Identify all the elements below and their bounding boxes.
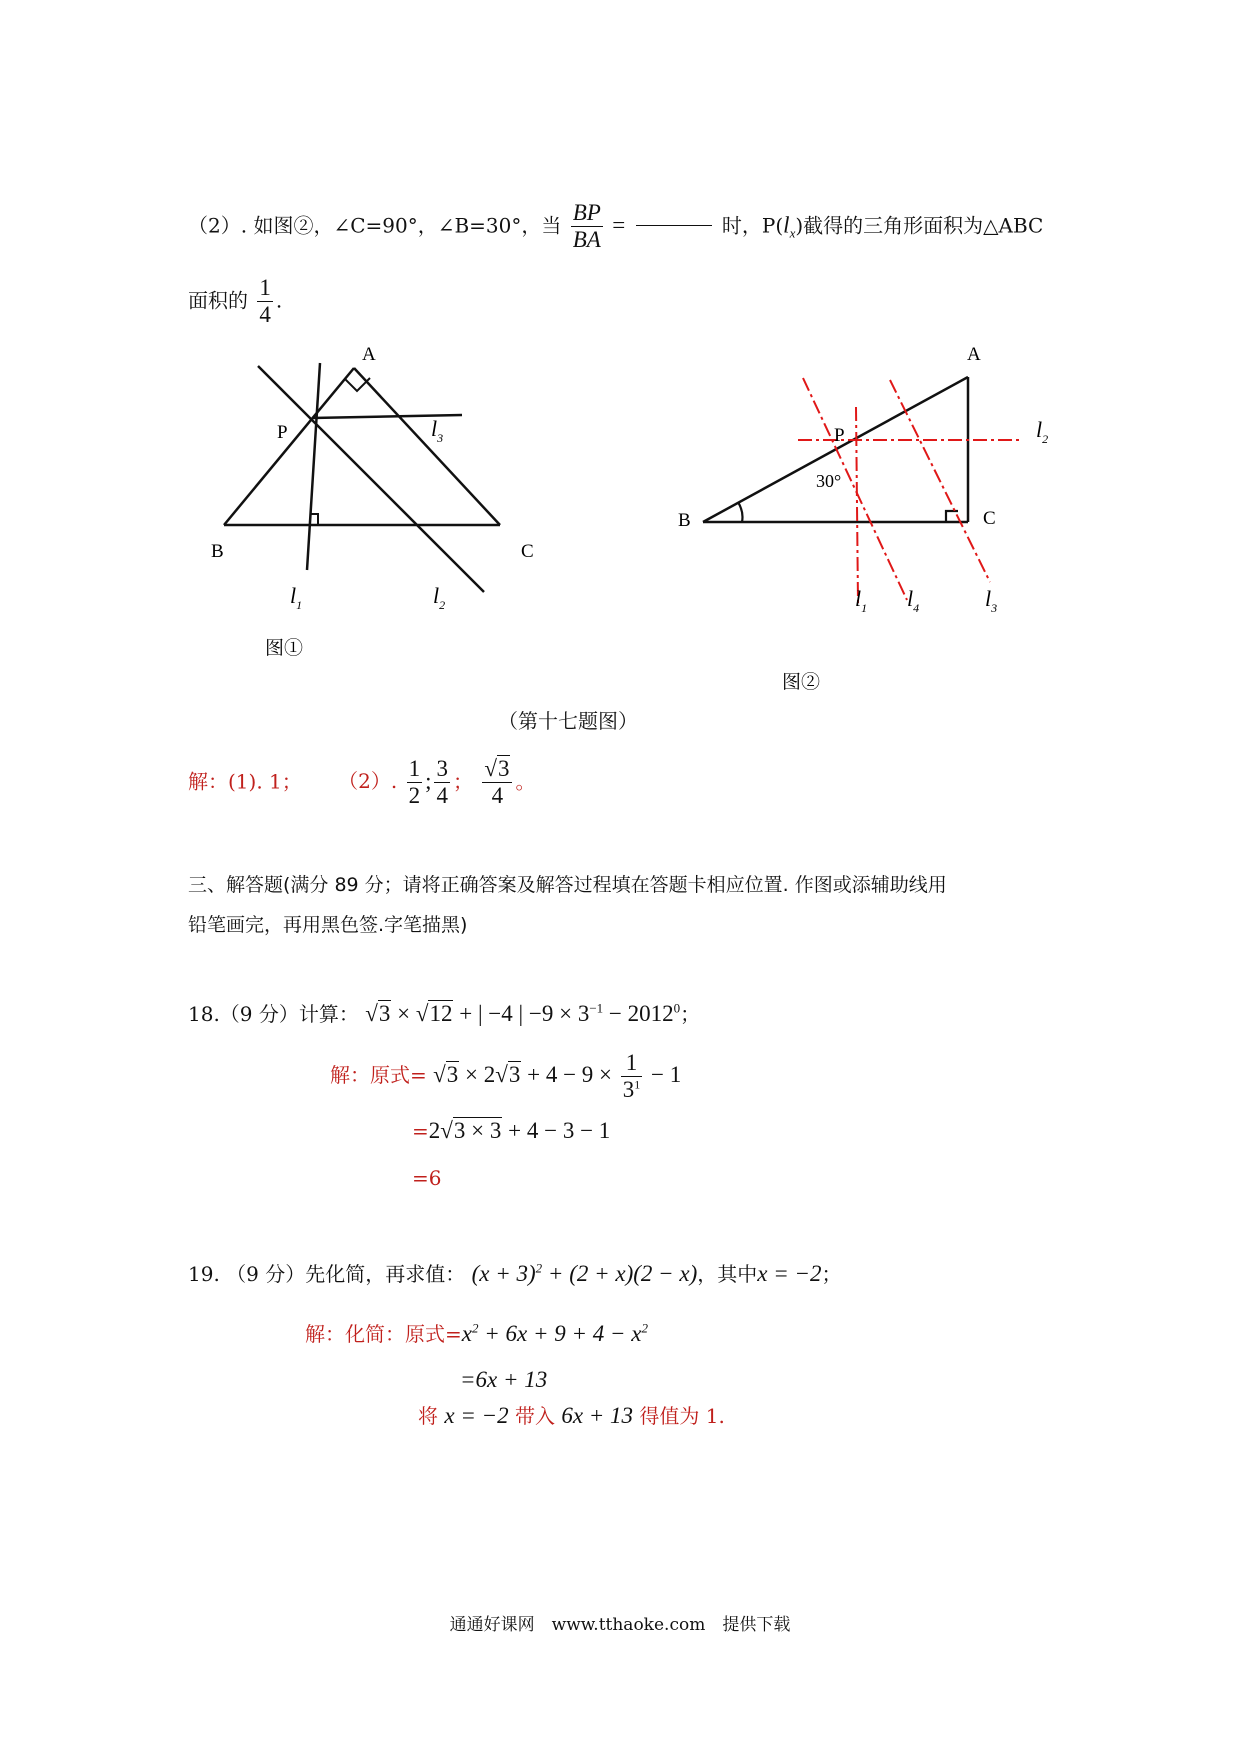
q18-solution-step1: 解：原式= √3 × 2√3 + 4 − 9 × $\frac{1}{3^1}$ − 1 [330, 1050, 682, 1103]
answer-frac-3: $\frac{√3}{4}$ [482, 756, 512, 810]
fig2-label-l4: $l_4$ [907, 586, 920, 615]
fig2-label-a: A [967, 344, 981, 365]
fig2-right-angle-c [946, 511, 958, 522]
fig1-caption: 图① [265, 638, 304, 659]
q19-solution-step1: 解：化简：原式$=x^2 + 6x + 9 + 4 - x^2$ [305, 1320, 648, 1346]
fig2-angle-label: 30° [816, 471, 842, 491]
page-footer: 通通好课网 www.tthaoke.com 提供下载 [449, 1615, 791, 1635]
quarter-fraction: $\frac{1}{4}$ [259, 275, 271, 328]
q19-solution-step3: 将 x = −2 带入 6x + 13 得值为 1. [418, 1403, 725, 1428]
fig2-label-l2: $l_2$ [1036, 417, 1049, 446]
answer-frac-2: $\frac{3}{4}$ [436, 756, 448, 809]
fig2-angle-b-mark [738, 502, 743, 522]
q17-part2-line1: （2）. 如图②，∠C=90°，∠B=30°，当 $\frac{BP}{BA}$ = 时，$P(l_x)$截得的三角形面积为△ABC [188, 200, 1044, 253]
fig1-label-b: B [211, 541, 224, 562]
figure-2 [0, 0, 1240, 720]
figure-caption: （第十七题图） [498, 709, 638, 733]
answer-frac-1: $\frac{1}{2}$ [408, 756, 421, 809]
fig2-label-b: B [678, 510, 691, 531]
q18-question: 18.（9 分）计算： √3 × √12 + | −4 | $-9 \times 3^{-1} - 2012^0$； [188, 1000, 701, 1026]
q18-solution-step3: =6 [412, 1166, 442, 1190]
q17-part2-line2: 面积的 $\frac{1}{4}$ . [188, 275, 283, 328]
fig2-line-l3 [890, 380, 990, 582]
fig1-label-l3: $l_3$ [431, 416, 444, 445]
fig1-label-l2: $l_2$ [433, 583, 446, 612]
bp-ba-fraction: $\frac{BP}{BA}$ [572, 200, 601, 253]
q18-frac: $\frac{1}{3^1}$ [622, 1050, 641, 1103]
q18-solution-step2: =2√3 × 3 + 4 − 3 − 1 [412, 1118, 611, 1143]
answer-17: 解：(1). 1； （2）. $\frac{1}{2}$ ; $\frac{3}{4}$ ； $\frac{√3}{4}$ 。 [188, 756, 536, 809]
fig1-label-p: P [277, 422, 288, 443]
fig2-label-l3: $l_3$ [985, 586, 998, 615]
fig2-caption: 图② [782, 672, 821, 693]
fig1-label-l1: $l_1$ [290, 583, 303, 612]
q17-text: （2）. 如图②，∠C=90°，∠B=30°，当 [188, 213, 562, 238]
fig2-label-p: P [834, 425, 845, 446]
fig2-label-c: C [983, 508, 996, 529]
q19-solution-step2: =6x + 13 [460, 1367, 548, 1392]
fig1-label-a: A [362, 344, 376, 365]
equals: = [612, 212, 626, 238]
section3-line1: 三、解答题(满分 89 分；请将正确答案及解答过程填在答题卡相应位置. 作图或添辅助线用 [188, 874, 947, 896]
fig2-label-l1: $l_1$ [855, 586, 868, 615]
fig1-label-c: C [521, 541, 534, 562]
section3-line2: 铅笔画完，再用黑色签.字笔描黑) [188, 914, 468, 936]
q19-question: 19. （9 分）先化简，再求值： $(x + 3)^2 + (2 + x)(2 - x)$，其中x = −2； [188, 1260, 842, 1286]
